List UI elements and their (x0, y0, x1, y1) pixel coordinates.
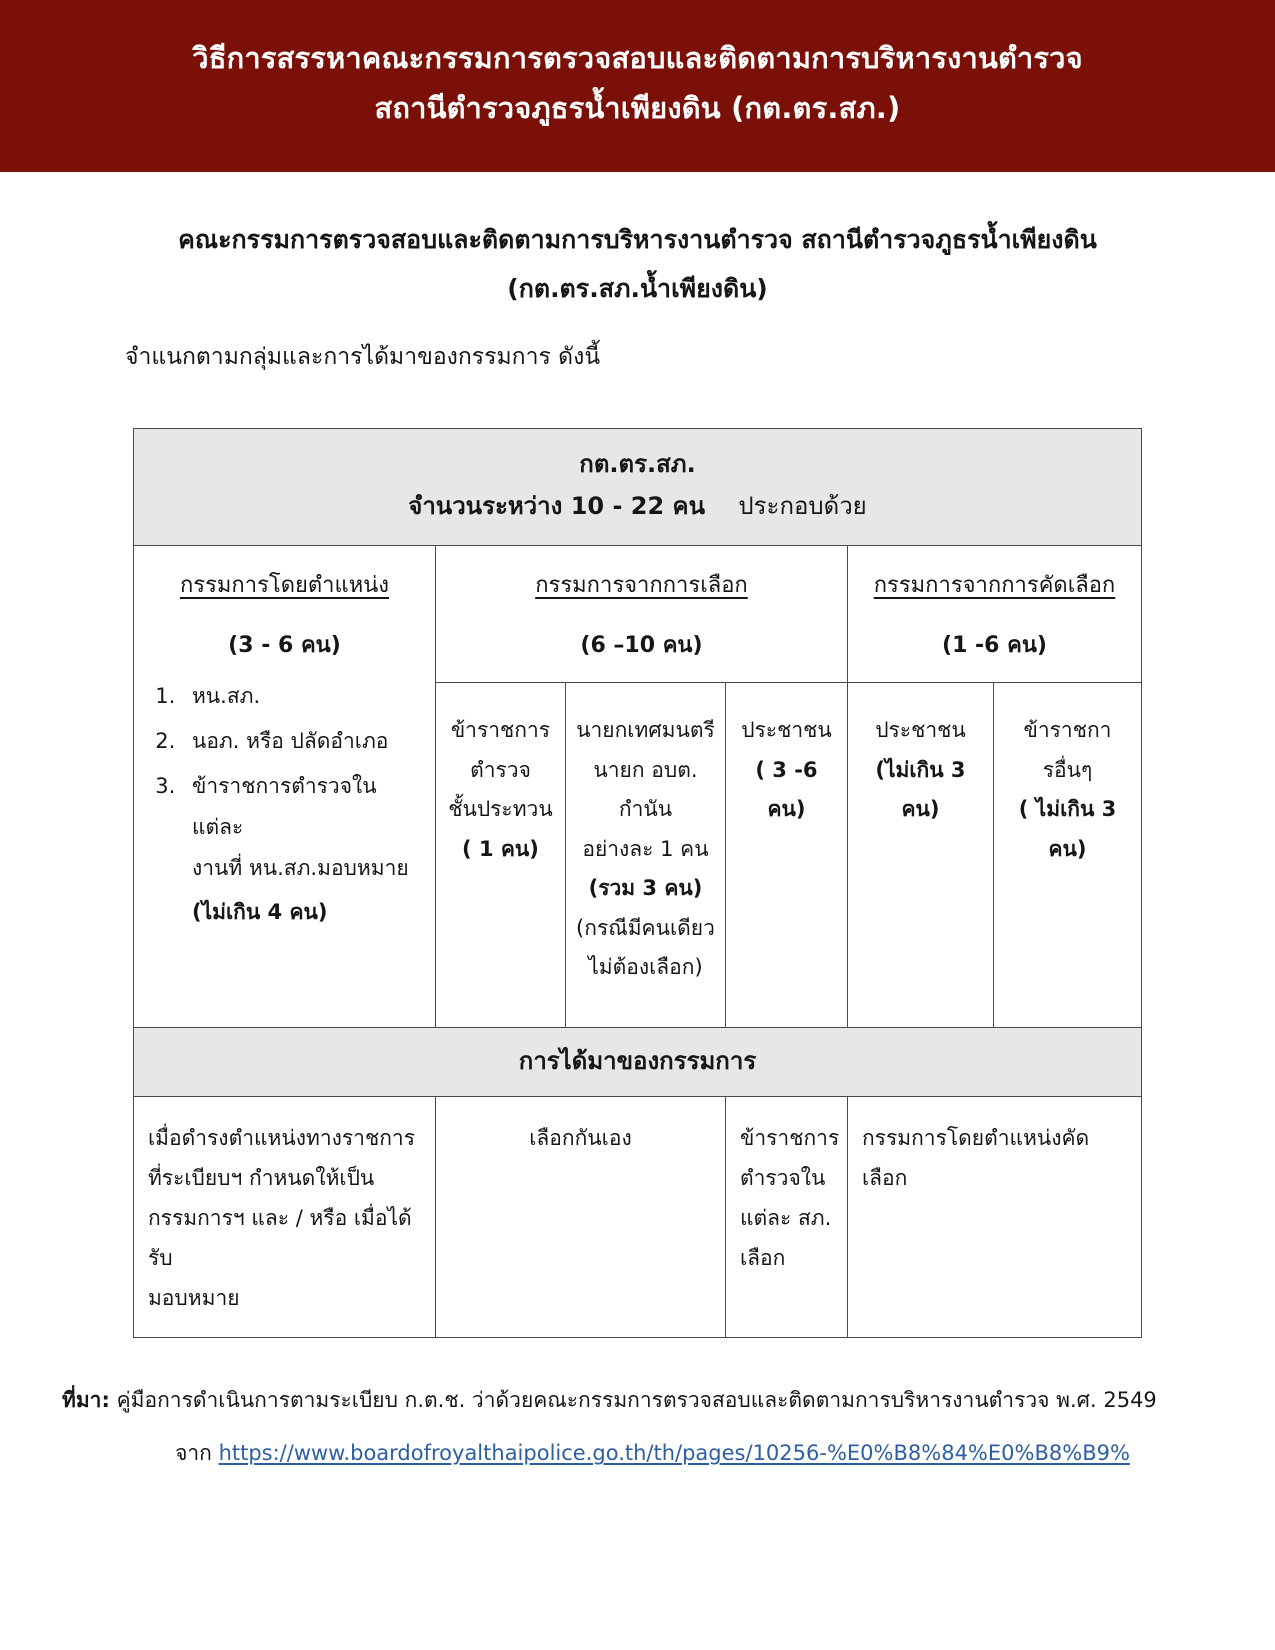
subcolumn-lines-1 (576, 711, 715, 987)
acquisition-line: เลือก (739, 1245, 786, 1270)
committee-matrix-table (133, 428, 1142, 1338)
intro-note: จำแนกตามกลุ่มและการได้มาของกรรมการ ดังนี้ (125, 344, 601, 371)
subcolumn-count: ( 1 คน) (462, 836, 539, 861)
acquisition-cell-by-position (133, 1097, 435, 1337)
group-header-by-position (133, 546, 435, 1028)
acquisition-line: ที่ระเบียบฯ กำหนดให้เป็น (147, 1166, 375, 1191)
table-member-range: จำนวนระหว่าง 10 - 22 คน (408, 492, 705, 521)
subcolumn-line: ตำรวจ (470, 757, 531, 782)
subcolumn-line: นายก อบต. (593, 757, 698, 782)
subcolumn-count: (ไม่เกิน 3 คน) (875, 757, 966, 822)
position-list (142, 676, 427, 889)
subcolumn-lines-3 (858, 711, 983, 829)
matrix-table-container (0, 376, 1275, 1338)
footer-section (0, 1338, 1275, 1471)
source-text: คู่มือการดำเนินการตามระเบียบ ก.ต.ช. ว่าด้วยคณะกรรมการตรวจสอบและติดตามการบริหารงานตำรวจ พ.ศ. 2549 (116, 1387, 1157, 1412)
source-url-link[interactable]: https://www.boardofroyalthaipolice.go.th/th/pages/10256-%E0%B8%84%E0%B8%B9% (218, 1441, 1130, 1466)
subcolumn-note-line: ไม่ต้องเลือก) (588, 955, 703, 980)
subcolumn-citizens-election (725, 683, 847, 1028)
subcolumn-note-line: (กรณีมีคนเดียว (576, 915, 715, 940)
subcolumn-other-officials (993, 683, 1141, 1028)
committee-title-line-2: (กต.ตร.สภ.น้ำเพียงดิน) (507, 273, 768, 303)
group-header-by-position-count: (3 - 6 คน) (228, 633, 341, 659)
subcolumn-citizens-selection (847, 683, 993, 1028)
table-row (133, 429, 1141, 546)
group-header-by-selection-label: กรรมการจากการคัดเลือก (873, 573, 1116, 599)
acquisition-lines-0 (148, 1119, 421, 1318)
group-header-by-selection (847, 546, 1141, 683)
subcolumn-lines-2 (736, 711, 837, 829)
subcolumn-line: อย่างละ 1 คน (582, 836, 709, 861)
acquisition-line: ตำรวจใน (739, 1166, 826, 1191)
acquisition-lines-1 (450, 1119, 711, 1159)
subcolumn-line: ประชาชน (875, 718, 966, 743)
subcolumn-count: ( ไม่เกิน 3 คน) (1018, 797, 1117, 861)
subcolumn-line: ประชาชน (741, 718, 832, 743)
subcolumn-line: นายกเทศมนตรี (576, 718, 715, 743)
acquisition-lines-2 (739, 1119, 840, 1279)
banner-title-line-2: สถานีตำรวจภูธรน้ำเพียงดิน (กต.ตร.สภ.) (374, 90, 901, 125)
acquisition-line: แต่ละ สภ. (739, 1206, 832, 1231)
group-header-by-selection-count: (1 -6 คน) (942, 633, 1047, 659)
table-row (133, 546, 1141, 683)
banner-title-line-1: วิธีการสรรหาคณะกรรมการตรวจสอบและติดตามการบริหารงานตำรวจ (192, 41, 1083, 75)
list-item (182, 676, 427, 717)
table-title-text: กต.ตร.สภ. (579, 450, 696, 479)
acquisition-cell-position-selection (847, 1097, 1141, 1337)
acquisition-lines-3 (862, 1119, 1127, 1199)
subcolumn-lines-4 (1004, 711, 1131, 869)
subcolumn-police-noncommissioned (435, 683, 565, 1028)
list-item (182, 721, 427, 762)
list-item-line: 3. ข้าราชการตำรวจในแต่ละ (191, 774, 377, 840)
group-header-by-election (435, 546, 847, 683)
group-header-by-position-label: กรรมการโดยตำแหน่ง (179, 573, 389, 599)
acquisition-line: เลือกกันเอง (529, 1126, 632, 1151)
subcolumn-line: ข้าราชการ (450, 718, 551, 743)
page-banner (0, 0, 1275, 172)
subcolumn-line: ชั้นประทวน (448, 797, 553, 822)
group-header-by-election-label: กรรมการจากการเลือก (535, 573, 748, 599)
subcolumn-lines-0 (446, 711, 555, 869)
acquisition-line: ข้าราชการ (739, 1126, 840, 1151)
acquisition-line: กรรมการโดยตำแหน่งคัดเลือก (861, 1126, 1090, 1191)
acquisition-line: มอบหมาย (147, 1285, 240, 1310)
acquisition-band-label: การได้มาของกรรมการ (518, 1047, 757, 1076)
subcolumn-local-leaders (565, 683, 725, 1028)
table-row (133, 1097, 1141, 1337)
subcolumn-line: กำนัน (618, 797, 673, 822)
acquisition-band (133, 1028, 1141, 1097)
list-item-line: 2. นอภ. หรือ ปลัดอำเภอ (191, 729, 389, 754)
table-title-band (133, 429, 1141, 546)
subcolumn-count: (รวม 3 คน) (588, 876, 703, 901)
list-item (182, 766, 427, 889)
acquisition-cell-self-election (435, 1097, 725, 1337)
source-label: ที่มา: (62, 1387, 110, 1412)
list-item-line: 1. หน.สภ. (191, 684, 261, 709)
acquisition-line: กรรมการฯ และ / หรือ เมื่อได้รับ (147, 1206, 412, 1270)
list-item-line: งานที่ หน.สภ.มอบหมาย (191, 855, 409, 880)
subcolumn-count: ( 3 -6 คน) (755, 757, 818, 822)
acquisition-cell-police-select (725, 1097, 847, 1337)
source-citation (62, 1384, 1213, 1418)
group-header-by-election-count: (6 –10 คน) (580, 633, 703, 659)
position-list-limit: (ไม่เกิน 4 คน) (191, 899, 328, 924)
subcolumn-line: ข้าราชการอื่นๆ (1023, 718, 1112, 782)
committee-title-line-1: คณะกรรมการตรวจสอบและติดตามการบริหารงานตำรวจ สถานีตำรวจภูธรน้ำเพียงดิน (178, 224, 1097, 254)
acquisition-line: เมื่อดำรงตำแหน่งทางราชการ (147, 1126, 415, 1151)
table-compose-label: ประกอบด้วย (738, 492, 867, 521)
table-row (133, 1028, 1141, 1097)
from-label: จาก (175, 1441, 212, 1466)
intro-section (0, 172, 1275, 376)
source-url-line (62, 1437, 1213, 1470)
